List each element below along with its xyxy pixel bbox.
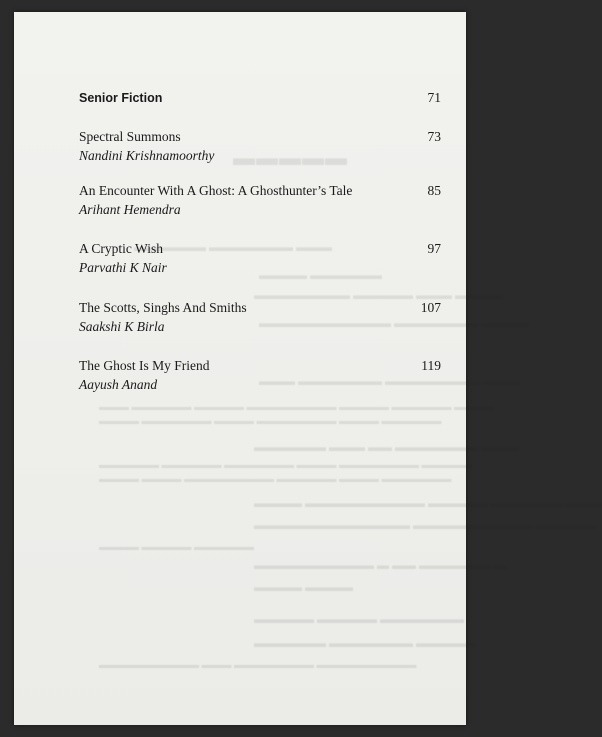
story-author: Aayush Anand: [79, 377, 158, 392]
bleed-through-mark: ▬▬▬▬▬: [232, 145, 347, 170]
bleed-through-mark: ▬▬▬▬ ▬▬▬▬▬▬ ▬▬▬▬▬ ▬▬▬▬▬▬▬▬▬ ▬▬▬▬▬ ▬▬▬▬▬▬ ▬▬▬: [99, 402, 494, 413]
story-title: Spectral Summons: [79, 129, 181, 144]
book-page: [14, 12, 602, 725]
bleed-through-mark: ▬▬▬▬▬ ▬▬▬▬▬▬▬▬ ▬▬▬▬ ▬▬▬▬▬▬▬ ▬▬▬▬▬▬ ▬▬▬▬▬▬: [99, 460, 472, 471]
toc-entry: [79, 356, 441, 394]
toc-entry: [79, 127, 441, 165]
section-title: Senior Fiction: [79, 91, 163, 105]
story-title: The Scotts, Singhs And Smiths: [79, 300, 247, 315]
section-page-number: 71: [427, 90, 441, 105]
bleed-through-mark: ▬ ▬▬▬▬▬▬ ▬▬ ▬ ▬▬▬▬▬▬▬▬▬▬: [254, 558, 506, 572]
bleed-through-mark: ▬▬▬ ▬▬▬▬▬▬ ▬▬▬▬▬ ▬▬▬▬▬▬▬▬▬▬ ▬▬▬▬: [254, 496, 602, 510]
bleed-through-mark: ▬▬▬▬▬▬ ▬▬▬▬: [259, 268, 382, 282]
bleed-through-mark: ▬▬▬ ▬▬▬▬▬▬▬ ▬▬ ▬▬▬ ▬▬▬▬▬▬: [254, 440, 518, 454]
story-title: A Cryptic Wish: [79, 241, 163, 256]
story-author: Saakshi K Birla: [79, 319, 165, 334]
story-author: Nandini Krishnamoorthy: [79, 148, 215, 163]
bleed-through-mark: ▬▬▬▬ ▬▬▬▬▬▬▬ ▬▬▬▬▬▬▬▬▬▬▬: [259, 316, 529, 330]
story-page-number: 119: [421, 358, 441, 373]
story-title: The Ghost Is My Friend: [79, 358, 210, 373]
toc-entry: [79, 239, 441, 277]
bleed-through-mark: ▬▬▬▬▬▬▬ ▬▬▬▬▬ ▬▬▬▬▬: [254, 612, 464, 626]
story-title: An Encounter With A Ghost: A Ghosthunter’s Tale: [79, 183, 353, 198]
bleed-through-mark: ▬▬▬▬▬ ▬▬▬▬▬▬▬ ▬▬▬▬▬▬: [254, 636, 476, 650]
bleed-through-mark: ▬▬▬▬▬▬▬▬▬▬ ▬▬▬▬▬▬▬▬ ▬▬▬ ▬▬▬▬▬▬▬▬▬▬: [99, 660, 417, 671]
bleed-through-mark: ▬▬▬▬ ▬▬▬ ▬▬▬▬▬ ▬▬▬▬▬▬▬▬: [254, 288, 503, 302]
bleed-through-mark: ▬▬▬ ▬▬▬▬▬▬▬ ▬▬▬▬▬▬: [134, 240, 332, 254]
bleed-through-mark: ▬▬▬▬ ▬▬▬▬: [254, 580, 353, 594]
bleed-through-mark: ▬▬▬▬▬▬ ▬▬▬▬ ▬▬▬▬▬▬▬▬ ▬▬▬▬ ▬▬▬▬▬▬▬ ▬▬▬▬: [99, 416, 442, 427]
toc-section-heading: [79, 88, 441, 108]
story-author: Arihant Hemendra: [79, 202, 181, 217]
toc-entry: [79, 298, 441, 336]
bleed-through-mark: ▬▬▬ ▬▬▬▬▬▬▬▬ ▬▬▬▬▬▬▬ ▬▬▬: [259, 374, 520, 388]
table-of-contents: [79, 88, 441, 394]
bleed-through-mark: ▬▬▬▬▬ ▬▬▬▬▬▬▬▬▬▬ ▬▬▬▬▬▬▬▬▬▬▬▬▬: [254, 518, 596, 532]
story-page-number: 107: [420, 300, 441, 315]
story-page-number: 97: [427, 241, 441, 256]
story-author: Parvathi K Nair: [79, 260, 167, 275]
toc-entry: [79, 181, 441, 219]
story-page-number: 85: [427, 183, 441, 198]
story-page-number: 73: [427, 129, 441, 144]
bleed-through-mark: ▬▬▬▬▬▬ ▬▬▬▬▬ ▬▬▬▬: [99, 542, 254, 553]
bleed-through-mark: ▬▬▬▬▬▬▬ ▬▬▬▬ ▬▬▬▬▬▬ ▬▬▬▬▬▬▬▬▬ ▬▬▬▬ ▬▬▬▬: [99, 474, 452, 485]
